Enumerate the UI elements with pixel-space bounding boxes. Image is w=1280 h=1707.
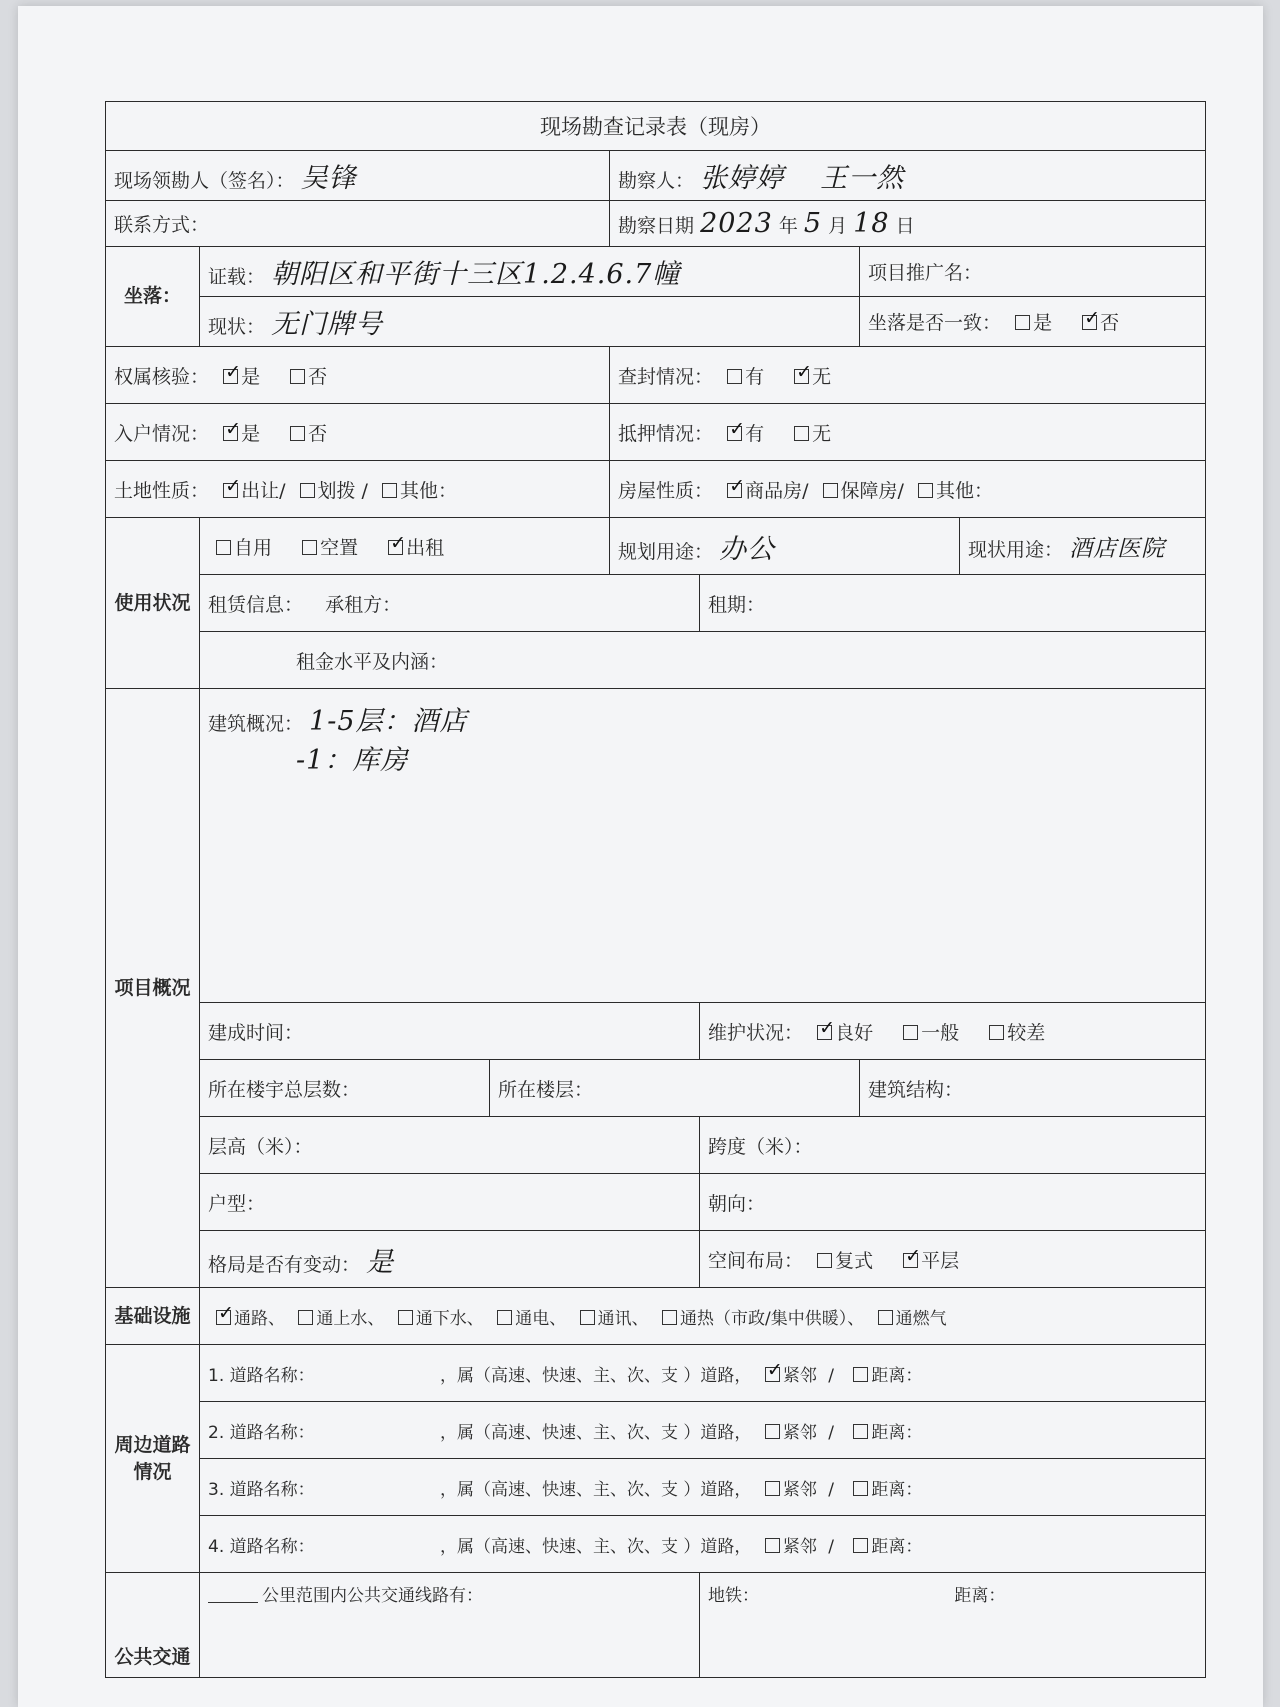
road-4-name-label: 4. 道路名称： [208, 1536, 315, 1557]
road-3-adjacent-checkbox[interactable] [765, 1481, 780, 1496]
road-row-4 [200, 1516, 1206, 1573]
maint-normal-checkbox[interactable] [903, 1025, 918, 1040]
current-use-value: 酒店医院 [1069, 535, 1166, 562]
land-other-label: 其他： [400, 479, 458, 502]
mortgage-has-label: 有 [745, 422, 765, 445]
house-cell [610, 461, 1206, 518]
road-1-separator: / [828, 1365, 834, 1386]
land-other-checkbox[interactable] [382, 483, 397, 498]
house-label: 房屋性质： [618, 479, 714, 502]
road-2-type-label: ，属（高速、快速、主、次、支 ）道路， [440, 1422, 752, 1443]
surveyor-label: 勘察人： [618, 170, 695, 192]
space-layout-cell [700, 1231, 1206, 1288]
date-label: 勘察日期 [618, 215, 695, 237]
infra-gas-checkbox[interactable] [878, 1310, 893, 1325]
structure-cell [860, 1060, 1206, 1117]
road-4-adjacent-label: 紧邻 [782, 1536, 817, 1557]
span-cell [700, 1117, 1206, 1174]
road-4-adjacent-checkbox[interactable] [765, 1538, 780, 1553]
bus-label: 公里范围内公共交通线路有： [262, 1586, 483, 1606]
mortgage-none-checkbox[interactable] [794, 426, 809, 441]
orientation-label: 朝向： [708, 1192, 766, 1215]
road-row-3 [200, 1459, 1206, 1516]
status-label: 现状： [208, 316, 266, 338]
span-label: 跨度（米）： [708, 1135, 813, 1158]
built-time-cell [200, 1003, 700, 1060]
orientation-cell [700, 1174, 1206, 1231]
lease-term-label: 租期： [708, 593, 766, 616]
metro-distance-label: 距离： [954, 1586, 1006, 1606]
road-1-adjacent-label: 紧邻 [782, 1365, 817, 1386]
current-use-label: 现状用途： [968, 538, 1064, 561]
paper-sheet [18, 6, 1263, 1707]
lead-cell [106, 151, 610, 201]
road-2-adjacent-label: 紧邻 [782, 1422, 817, 1443]
house-other-label: 其他： [935, 479, 993, 502]
building-overview-cell [200, 689, 1206, 1003]
road-4-distance-label: 距离： [871, 1536, 923, 1557]
entry-no-label: 否 [308, 422, 328, 445]
date-month: 5 [803, 208, 823, 239]
contact-cell [106, 201, 610, 247]
layout-change-value: 是 [366, 1246, 395, 1278]
date-day-unit: 日 [895, 215, 915, 237]
seal-has-label: 有 [745, 365, 765, 388]
road-4-type-label: ，属（高速、快速、主、次、支 ）道路， [440, 1536, 752, 1557]
entry-no-checkbox[interactable] [290, 426, 305, 441]
date-year-unit: 年 [778, 215, 798, 237]
entry-yes-checkbox[interactable] [223, 426, 238, 441]
road-1-name-label: 1. 道路名称： [208, 1365, 315, 1386]
usage-self-label: 自用 [234, 536, 273, 559]
lease-cell [200, 575, 700, 632]
date-cell [610, 201, 1206, 247]
building-line-2: -1：库房 [296, 745, 409, 776]
date-day: 18 [853, 208, 890, 239]
infra-drainage-label: 通下水、 [415, 1308, 484, 1329]
lead-signature: 吴锋 [300, 163, 357, 194]
unit-type-cell [200, 1174, 700, 1231]
bus-radius-blank[interactable] [208, 1584, 258, 1603]
land-label: 土地性质： [114, 479, 210, 502]
cert-address: 朝阳区和平街十三区1.2.4.6.7幢 [271, 259, 681, 290]
mortgage-label: 抵押情况： [618, 422, 714, 445]
contact-label: 联系方式： [114, 214, 210, 236]
infra-cell [200, 1288, 1206, 1345]
location-side-label: 坐落： [106, 247, 200, 347]
roads-side-label: 周边道路情况 [106, 1345, 200, 1573]
maint-normal-label: 一般 [921, 1021, 960, 1044]
land-transfer-checkbox[interactable] [223, 483, 238, 498]
layout-flat-label: 平层 [921, 1249, 960, 1272]
surveyor-signature-2: 王一然 [820, 163, 905, 194]
building-label: 建筑概况： [208, 713, 304, 735]
infra-heating-label: 通热（市政/集中供暖）、 [680, 1308, 865, 1329]
road-3-adjacent-label: 紧邻 [782, 1479, 817, 1500]
ownership-yes-label: 是 [241, 365, 261, 388]
ownership-no-label: 否 [308, 365, 328, 388]
usage-vacant-label: 空置 [320, 536, 359, 559]
location-match-cell [860, 297, 1206, 347]
layout-change-cell [200, 1231, 700, 1288]
land-cell [106, 461, 610, 518]
maint-good-label: 良好 [835, 1021, 874, 1044]
survey-form [105, 101, 1205, 1696]
land-transfer-label: 出让/ [241, 479, 286, 502]
rent-cell [200, 632, 1206, 689]
building-line-1: 1-5层：酒店 [309, 706, 468, 737]
layout-change-label: 格局是否有变动： [208, 1253, 361, 1276]
house-affordable-checkbox[interactable] [823, 483, 838, 498]
built-time-label: 建成时间： [208, 1021, 304, 1044]
mortgage-none-label: 无 [812, 422, 832, 445]
road-1-distance-label: 距离： [871, 1365, 923, 1386]
rent-label: 租金水平及内涵： [296, 650, 449, 673]
road-2-distance-checkbox[interactable] [853, 1424, 868, 1439]
metro-label: 地铁： [708, 1586, 759, 1606]
floor-height-label: 层高（米）： [208, 1135, 313, 1158]
road-2-separator: / [828, 1422, 834, 1443]
house-other-checkbox[interactable] [918, 483, 933, 498]
usage-self-checkbox[interactable] [216, 540, 231, 555]
floor-cell [490, 1060, 860, 1117]
infra-water-supply-label: 通上水、 [316, 1308, 385, 1329]
road-2-distance-label: 距离： [871, 1422, 923, 1443]
infra-heating-checkbox[interactable] [662, 1310, 677, 1325]
layout-flat-checkbox[interactable] [903, 1253, 918, 1268]
usage-side-label: 使用状况 [106, 518, 200, 689]
infra-telecom-checkbox[interactable] [580, 1310, 595, 1325]
ownership-label: 权属核验： [114, 365, 210, 388]
infra-power-checkbox[interactable] [497, 1310, 512, 1325]
project-side-label: 项目概况 [106, 689, 200, 1288]
house-commercial-label: 商品房/ [745, 479, 809, 502]
maint-good-checkbox[interactable] [817, 1025, 832, 1040]
seal-cell [610, 347, 1206, 404]
plan-use-label: 规划用途： [618, 540, 714, 563]
road-2-adjacent-checkbox[interactable] [765, 1424, 780, 1439]
ownership-yes-checkbox[interactable] [223, 369, 238, 384]
road-3-name-label: 3. 道路名称： [208, 1479, 315, 1500]
current-address-cell [200, 297, 860, 347]
current-use-cell [960, 518, 1206, 575]
form-title: 现场勘查记录表（现房） [106, 102, 1206, 151]
seal-label: 查封情况： [618, 365, 714, 388]
plan-use-value: 办公 [719, 533, 776, 565]
road-1-type-label: ，属（高速、快速、主、次、支 ）道路， [440, 1365, 752, 1386]
layout-duplex-label: 复式 [835, 1249, 874, 1272]
date-year: 2023 [700, 208, 773, 239]
infra-side-label: 基础设施 [106, 1288, 200, 1345]
unit-type-label: 户型： [208, 1192, 266, 1215]
usage-rent-label: 出租 [406, 536, 445, 559]
road-row-2 [200, 1402, 1206, 1459]
seal-has-checkbox[interactable] [727, 369, 742, 384]
maint-poor-checkbox[interactable] [989, 1025, 1004, 1040]
project-name-label: 项目推广名： [868, 262, 983, 284]
infra-gas-label: 通燃气 [895, 1308, 947, 1329]
floor-height-cell [200, 1117, 700, 1174]
infra-telecom-label: 通讯、 [597, 1308, 649, 1329]
project-name-cell [860, 247, 1206, 297]
entry-label: 入户情况： [114, 422, 210, 445]
lead-label: 现场领勘人（签名）： [114, 170, 295, 192]
tenant-label: 承租方： [325, 593, 402, 616]
maintenance-cell [700, 1003, 1206, 1060]
cert-cell [200, 247, 860, 297]
space-layout-label: 空间布局： [708, 1249, 804, 1272]
lease-term-cell [700, 575, 1206, 632]
road-row-1 [200, 1345, 1206, 1402]
seal-none-label: 无 [812, 365, 832, 388]
structure-label: 建筑结构： [868, 1078, 964, 1101]
plan-use-cell [610, 518, 960, 575]
date-month-unit: 月 [828, 215, 848, 237]
bus-cell [200, 1573, 700, 1678]
entry-yes-label: 是 [241, 422, 261, 445]
usage-vacant-checkbox[interactable] [302, 540, 317, 555]
road-3-type-label: ，属（高速、快速、主、次、支 ）道路， [440, 1479, 752, 1500]
metro-cell [700, 1573, 1206, 1678]
maintenance-label: 维护状况： [708, 1021, 804, 1044]
infra-water-supply-checkbox[interactable] [298, 1310, 313, 1325]
road-1-distance-checkbox[interactable] [853, 1367, 868, 1382]
mortgage-cell [610, 404, 1206, 461]
ownership-no-checkbox[interactable] [290, 369, 305, 384]
status-value: 无门牌号 [271, 309, 384, 340]
total-floors-cell [200, 1060, 490, 1117]
house-affordable-label: 保障房/ [840, 479, 904, 502]
layout-duplex-checkbox[interactable] [817, 1253, 832, 1268]
road-3-separator: / [828, 1479, 834, 1500]
infra-road-label: 通路、 [234, 1308, 285, 1329]
surveyor-cell [610, 151, 1206, 201]
infra-road-checkbox[interactable] [216, 1310, 231, 1325]
lease-label: 租赁信息： [208, 593, 304, 616]
maint-poor-label: 较差 [1007, 1021, 1046, 1044]
road-4-distance-checkbox[interactable] [853, 1538, 868, 1553]
transit-side-label: 公共交通 [106, 1573, 200, 1678]
infra-drainage-checkbox[interactable] [398, 1310, 413, 1325]
usage-rent-checkbox[interactable] [388, 540, 403, 555]
road-2-name-label: 2. 道路名称： [208, 1422, 315, 1443]
seal-none-checkbox[interactable] [794, 369, 809, 384]
match-yes-label: 是 [1033, 312, 1053, 334]
match-no-checkbox[interactable] [1082, 315, 1097, 330]
entry-cell [106, 404, 610, 461]
road-4-separator: / [828, 1536, 834, 1557]
form-table [105, 101, 1206, 1678]
total-floors-label: 所在楼宇总层数： [208, 1078, 361, 1101]
match-no-label: 否 [1100, 312, 1120, 334]
ownership-cell [106, 347, 610, 404]
match-yes-checkbox[interactable] [1015, 315, 1030, 330]
road-3-distance-checkbox[interactable] [853, 1481, 868, 1496]
match-label: 坐落是否一致： [868, 312, 1002, 334]
floor-label: 所在楼层： [498, 1078, 594, 1101]
land-allocation-checkbox[interactable] [300, 483, 315, 498]
cert-label: 证载： [208, 266, 266, 288]
surveyor-signature: 张婷婷 [700, 163, 785, 194]
house-commercial-checkbox[interactable] [727, 483, 742, 498]
infra-power-label: 通电、 [515, 1308, 567, 1329]
road-3-distance-label: 距离： [871, 1479, 923, 1500]
usage-options-cell [200, 518, 610, 575]
land-allocation-label: 划拨 / [317, 479, 368, 502]
mortgage-has-checkbox[interactable] [727, 426, 742, 441]
road-1-adjacent-checkbox[interactable] [765, 1367, 780, 1382]
